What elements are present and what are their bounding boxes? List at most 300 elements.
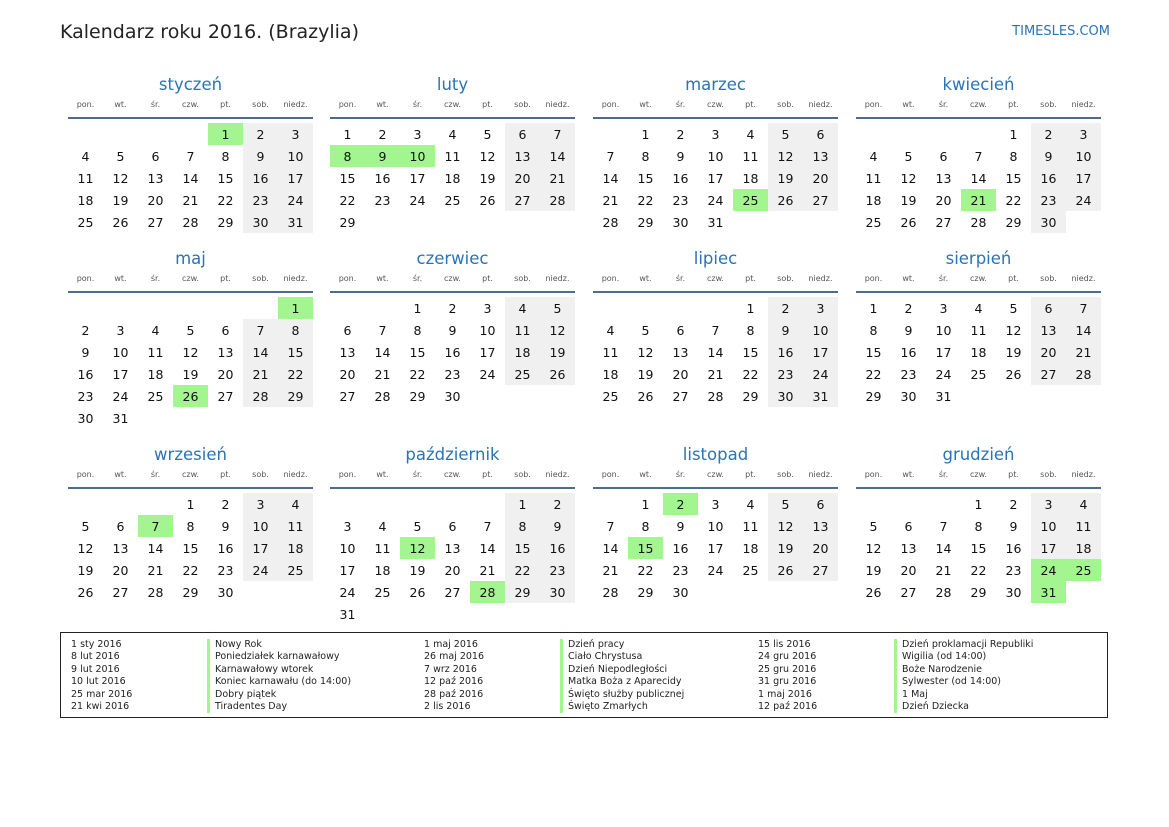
month-block [856, 70, 1101, 233]
day-cell: 2 [378, 126, 387, 142]
day-cell: 8 [278, 319, 313, 341]
weekday-label: niedz. [808, 100, 833, 109]
holiday-row [424, 701, 684, 713]
day-cell: 16 [672, 540, 689, 556]
month-block [68, 70, 313, 233]
day-cell: 11 [505, 319, 540, 341]
day-cell: 3 [116, 322, 125, 338]
day-cell: 7 [243, 319, 278, 341]
day-cell: 10 [479, 322, 496, 338]
weekday-label: niedz. [808, 274, 833, 283]
weekday-label: czw. [444, 100, 461, 109]
month-block [330, 440, 575, 625]
day-cell: 28 [602, 584, 619, 600]
day-cell: 22 [637, 192, 654, 208]
page-title: Kalendarz roku 2016. (Brazylia) [60, 21, 359, 43]
day-cell: 10 [707, 518, 724, 534]
weekday-label: niedz. [545, 274, 570, 283]
day-cell: 20 [900, 562, 917, 578]
holiday-row [71, 701, 351, 713]
day-cell: 10 [707, 148, 724, 164]
day-cell: 9 [81, 344, 90, 360]
weekday-label: pon. [76, 274, 95, 283]
weekday-label: pon. [338, 100, 357, 109]
empty-cell [138, 297, 173, 319]
day-cell: 9 [1031, 145, 1066, 167]
weekday-label: czw. [970, 100, 987, 109]
day-cell: 5 [81, 518, 90, 534]
day-cell: 26 [865, 584, 882, 600]
day-cell: 28 [707, 388, 724, 404]
holiday-name: Święto służby publicznej [560, 689, 684, 701]
day-cell: 17 [803, 341, 838, 363]
empty-cell [961, 123, 996, 145]
day-cell: 25 [602, 388, 619, 404]
day-cell: 24 [1066, 189, 1101, 211]
day-cell: 1 [1009, 126, 1018, 142]
day-cell: 20 [339, 366, 356, 382]
day-cell: 19 [540, 341, 575, 363]
day-cell: 14 [540, 145, 575, 167]
month-block [593, 244, 838, 407]
day-cell: 17 [935, 344, 952, 360]
day-cell: 7 [711, 322, 720, 338]
day-cell: 1 [413, 300, 422, 316]
day-cell: 30 [900, 388, 917, 404]
day-cell: 28 [540, 189, 575, 211]
day-cell: 1 [343, 126, 352, 142]
weekday-label: wt. [114, 470, 127, 479]
weekday-header [330, 470, 575, 489]
day-cell: 27 [112, 584, 129, 600]
day-cell: 7 [606, 518, 615, 534]
weekday-label: niedz. [808, 470, 833, 479]
weekday-label: śr. [150, 274, 161, 283]
weekday-header [330, 274, 575, 293]
day-cell: 4 [278, 493, 313, 515]
holiday-row [424, 651, 684, 663]
weekday-label: pon. [338, 470, 357, 479]
weekday-label: pon. [76, 100, 95, 109]
weekday-label: czw. [444, 274, 461, 283]
day-cell: 4 [606, 322, 615, 338]
day-cell: 15 [217, 170, 234, 186]
holiday-date: 1 sty 2016 [71, 639, 122, 650]
day-cell: 13 [112, 540, 129, 556]
day-cell: 5 [768, 493, 803, 515]
holiday-day-cell: 21 [961, 189, 996, 211]
day-cell: 6 [803, 493, 838, 515]
empty-cell [103, 493, 138, 515]
day-cell: 26 [112, 214, 129, 230]
day-cell: 26 [540, 363, 575, 385]
day-cell: 20 [1031, 341, 1066, 363]
month-block [856, 440, 1101, 603]
empty-cell [926, 493, 961, 515]
day-cell: 24 [243, 559, 278, 581]
day-cell: 28 [147, 584, 164, 600]
day-cell: 5 [768, 123, 803, 145]
day-cell: 29 [865, 388, 882, 404]
day-cell: 30 [1005, 584, 1022, 600]
empty-cell [470, 493, 505, 515]
day-cell: 15 [182, 540, 199, 556]
empty-cell [926, 123, 961, 145]
day-cell: 22 [339, 192, 356, 208]
day-cell: 30 [1031, 211, 1066, 233]
holiday-date: 25 mar 2016 [71, 688, 133, 700]
day-cell: 25 [742, 562, 759, 578]
day-cell: 14 [602, 170, 619, 186]
day-cell: 5 [540, 297, 575, 319]
day-cell: 5 [413, 518, 422, 534]
holiday-day-cell: 7 [138, 515, 173, 537]
holiday-row [758, 689, 1033, 701]
day-cell: 23 [77, 388, 94, 404]
month-title: październik [405, 445, 500, 464]
day-cell: 9 [540, 515, 575, 537]
weekday-label: czw. [182, 274, 199, 283]
day-cell: 28 [243, 385, 278, 407]
day-cell: 10 [1066, 145, 1101, 167]
day-cell: 25 [147, 388, 164, 404]
day-cell: 24 [409, 192, 426, 208]
weekday-label: pon. [864, 100, 883, 109]
day-cell: 26 [637, 388, 654, 404]
day-cell: 7 [540, 123, 575, 145]
day-cell: 7 [974, 148, 983, 164]
day-cell: 18 [374, 562, 391, 578]
month-title: listopad [682, 445, 749, 464]
day-cell: 7 [186, 148, 195, 164]
empty-cell [628, 297, 663, 319]
day-cell: 30 [540, 581, 575, 603]
weekday-label: czw. [707, 274, 724, 283]
day-cell: 12 [768, 145, 803, 167]
empty-cell [208, 297, 243, 319]
day-cell: 23 [540, 559, 575, 581]
day-cell: 12 [900, 170, 917, 186]
day-cell: 26 [900, 214, 917, 230]
day-cell: 21 [540, 167, 575, 189]
day-cell: 14 [243, 341, 278, 363]
day-cell: 31 [803, 385, 838, 407]
holiday-row [758, 664, 1033, 676]
empty-cell [103, 123, 138, 145]
holiday-date: 2 lis 2016 [424, 700, 471, 712]
holiday-row [71, 651, 351, 663]
day-cell: 25 [970, 366, 987, 382]
day-cell: 8 [1009, 148, 1018, 164]
weekday-label: wt. [114, 100, 127, 109]
weekday-label: czw. [970, 470, 987, 479]
day-cell: 14 [707, 344, 724, 360]
day-cell: 8 [641, 148, 650, 164]
month-block [68, 440, 313, 603]
day-cell: 28 [602, 214, 619, 230]
day-cell: 22 [970, 562, 987, 578]
day-cell: 12 [865, 540, 882, 556]
day-cell: 16 [540, 537, 575, 559]
empty-cell [435, 493, 470, 515]
empty-cell [593, 123, 628, 145]
day-cell: 14 [935, 540, 952, 556]
holiday-day-cell: 28 [470, 581, 505, 603]
day-cell: 18 [147, 366, 164, 382]
day-cell: 30 [77, 410, 94, 426]
weekday-label: sob. [777, 470, 794, 479]
day-cell: 10 [339, 540, 356, 556]
day-cell: 11 [602, 344, 619, 360]
day-grid [68, 297, 313, 429]
day-cell: 17 [479, 344, 496, 360]
day-cell: 27 [217, 388, 234, 404]
weekday-label: pon. [338, 274, 357, 283]
empty-cell [173, 297, 208, 319]
day-cell: 7 [378, 322, 387, 338]
holiday-date: 28 paź 2016 [424, 688, 484, 700]
day-cell: 31 [112, 410, 129, 426]
holiday-row [758, 651, 1033, 663]
weekday-label: pt. [745, 470, 756, 479]
day-cell: 19 [768, 167, 803, 189]
weekday-label: sob. [252, 100, 269, 109]
day-cell: 3 [1031, 493, 1066, 515]
day-cell: 12 [182, 344, 199, 360]
day-cell: 4 [746, 496, 755, 512]
day-cell: 16 [77, 366, 94, 382]
day-cell: 30 [672, 584, 689, 600]
day-cell: 18 [505, 341, 540, 363]
day-cell: 13 [900, 540, 917, 556]
empty-cell [698, 297, 733, 319]
empty-cell [173, 123, 208, 145]
weekday-label: wt. [376, 274, 389, 283]
day-cell: 15 [505, 537, 540, 559]
weekday-header [68, 470, 313, 489]
day-cell: 5 [483, 126, 492, 142]
day-grid [593, 297, 838, 407]
weekday-label: czw. [707, 100, 724, 109]
weekday-label: wt. [639, 274, 652, 283]
weekday-label: wt. [639, 470, 652, 479]
holiday-day-cell: 1 [278, 297, 313, 319]
day-cell: 21 [182, 192, 199, 208]
month-title: kwiecień [942, 75, 1015, 94]
day-cell: 5 [641, 322, 650, 338]
day-cell: 11 [1066, 515, 1101, 537]
day-cell: 28 [970, 214, 987, 230]
weekday-label: czw. [182, 100, 199, 109]
holiday-name: Ciało Chrystusa [560, 651, 642, 663]
holiday-row [758, 639, 1033, 651]
weekday-label: niedz. [545, 470, 570, 479]
day-cell: 21 [707, 366, 724, 382]
day-cell: 20 [147, 192, 164, 208]
weekday-label: śr. [412, 274, 423, 283]
holiday-date: 24 gru 2016 [758, 651, 817, 663]
day-grid [330, 493, 575, 625]
day-cell: 24 [803, 363, 838, 385]
day-cell: 20 [803, 167, 838, 189]
holiday-name: 1 Maj [894, 689, 928, 701]
day-cell: 19 [77, 562, 94, 578]
holiday-name: Dzień Niepodległości [560, 664, 667, 676]
holiday-date: 12 paź 2016 [424, 676, 484, 688]
day-cell: 22 [278, 363, 313, 385]
day-cell: 11 [77, 170, 94, 186]
holiday-date: 1 maj 2016 [758, 688, 812, 700]
day-cell: 25 [374, 584, 391, 600]
empty-cell [891, 493, 926, 515]
day-cell: 7 [483, 518, 492, 534]
day-cell: 26 [77, 584, 94, 600]
day-cell: 13 [444, 540, 461, 556]
day-cell: 26 [409, 584, 426, 600]
day-cell: 23 [374, 192, 391, 208]
day-cell: 17 [243, 537, 278, 559]
day-cell: 12 [479, 148, 496, 164]
month-title: sierpień [945, 249, 1012, 268]
day-cell: 9 [221, 518, 230, 534]
holiday-name: Poniedziałek karnawałowy [207, 651, 339, 663]
day-cell: 15 [865, 344, 882, 360]
day-cell: 20 [935, 192, 952, 208]
day-cell: 16 [374, 170, 391, 186]
day-cell: 3 [343, 518, 352, 534]
day-cell: 2 [540, 493, 575, 515]
weekday-label: czw. [970, 274, 987, 283]
day-cell: 16 [900, 344, 917, 360]
holiday-row [424, 676, 684, 688]
day-cell: 20 [217, 366, 234, 382]
weekday-label: sob. [252, 470, 269, 479]
weekday-label: śr. [938, 274, 949, 283]
weekday-label: niedz. [1071, 470, 1096, 479]
day-cell: 6 [1031, 297, 1066, 319]
day-cell: 29 [637, 584, 654, 600]
month-title: styczeń [158, 75, 223, 94]
holiday-day-cell: 25 [733, 189, 768, 211]
day-cell: 26 [479, 192, 496, 208]
weekday-label: pon. [601, 100, 620, 109]
holiday-column [71, 639, 351, 713]
day-cell: 8 [186, 518, 195, 534]
site-link[interactable]: TIMESLES.COM [1012, 24, 1110, 39]
day-cell: 10 [112, 344, 129, 360]
weekday-label: niedz. [283, 274, 308, 283]
day-cell: 14 [970, 170, 987, 186]
day-cell: 23 [217, 562, 234, 578]
weekday-label: niedz. [283, 470, 308, 479]
weekday-header [856, 100, 1101, 119]
holiday-row [424, 664, 684, 676]
day-cell: 16 [768, 341, 803, 363]
day-cell: 24 [479, 366, 496, 382]
day-cell: 29 [278, 385, 313, 407]
weekday-label: śr. [938, 470, 949, 479]
day-cell: 19 [900, 192, 917, 208]
weekday-label: śr. [938, 100, 949, 109]
day-cell: 29 [742, 388, 759, 404]
day-cell: 6 [221, 322, 230, 338]
day-cell: 24 [935, 366, 952, 382]
day-cell: 27 [803, 189, 838, 211]
empty-cell [68, 297, 103, 319]
empty-cell [138, 123, 173, 145]
day-cell: 10 [278, 145, 313, 167]
day-cell: 19 [182, 366, 199, 382]
holiday-date: 1 maj 2016 [424, 639, 478, 650]
day-cell: 23 [900, 366, 917, 382]
day-cell: 11 [742, 148, 759, 164]
day-cell: 5 [1009, 300, 1018, 316]
day-cell: 15 [339, 170, 356, 186]
holiday-date: 8 lut 2016 [71, 651, 120, 663]
weekday-header [330, 100, 575, 119]
day-cell: 20 [803, 537, 838, 559]
day-cell: 27 [505, 189, 540, 211]
day-cell: 22 [742, 366, 759, 382]
holiday-name: Boże Narodzenie [894, 664, 982, 676]
day-cell: 17 [707, 540, 724, 556]
day-cell: 8 [221, 148, 230, 164]
month-block [68, 244, 313, 429]
weekday-header [856, 470, 1101, 489]
day-cell: 9 [1009, 518, 1018, 534]
day-cell: 19 [1005, 344, 1022, 360]
day-cell: 10 [935, 322, 952, 338]
day-cell: 23 [243, 189, 278, 211]
weekday-label: wt. [114, 274, 127, 283]
day-grid [856, 297, 1101, 407]
holiday-date: 9 lut 2016 [71, 663, 120, 675]
weekday-label: sob. [1040, 274, 1057, 283]
holiday-date: 31 gru 2016 [758, 676, 817, 688]
day-grid [68, 493, 313, 603]
weekday-label: sob. [514, 274, 531, 283]
day-cell: 21 [147, 562, 164, 578]
day-cell: 6 [448, 518, 457, 534]
empty-cell [856, 493, 891, 515]
day-cell: 30 [444, 388, 461, 404]
day-cell: 4 [448, 126, 457, 142]
day-cell: 26 [1005, 366, 1022, 382]
weekday-label: czw. [444, 470, 461, 479]
day-cell: 7 [1066, 297, 1101, 319]
holiday-name: Koniec karnawału (do 14:00) [207, 676, 351, 688]
day-cell: 13 [505, 145, 540, 167]
weekday-label: śr. [412, 470, 423, 479]
day-cell: 14 [602, 540, 619, 556]
holiday-date: 12 paź 2016 [758, 700, 818, 712]
day-cell: 17 [1031, 537, 1066, 559]
weekday-label: śr. [675, 100, 686, 109]
holiday-date: 15 lis 2016 [758, 639, 811, 650]
day-cell: 25 [77, 214, 94, 230]
day-cell: 26 [768, 559, 803, 581]
day-cell: 23 [672, 562, 689, 578]
day-cell: 16 [672, 170, 689, 186]
weekday-label: pt. [1008, 100, 1019, 109]
day-cell: 6 [343, 322, 352, 338]
month-block [593, 70, 838, 233]
weekday-label: śr. [150, 470, 161, 479]
weekday-label: śr. [675, 274, 686, 283]
day-cell: 11 [970, 322, 987, 338]
day-cell: 19 [479, 170, 496, 186]
day-cell: 3 [413, 126, 422, 142]
